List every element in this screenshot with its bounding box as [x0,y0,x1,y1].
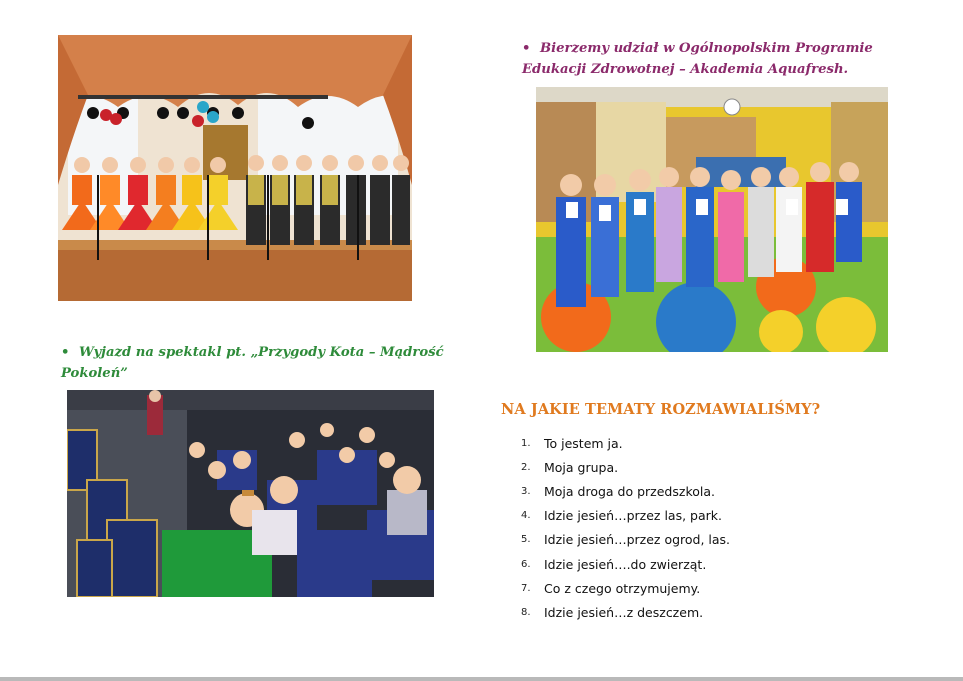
list-item [521,600,730,624]
list-number: 4. [521,510,531,522]
list-item-text: To jestem ja. [544,435,623,451]
list-item-text: Idzie jesień…przez ogrod, las. [544,532,731,548]
stage-performance-photo [58,35,412,301]
classroom-photo [536,87,888,352]
list-number: 7. [521,582,531,594]
list-item [521,528,730,552]
list-number: 3. [521,485,531,497]
list-number: 2. [521,461,531,473]
list-item-text: Idzie jesień….do zwierząt. [544,556,707,572]
list-item-text: Moja droga do przedszkola. [544,483,715,499]
list-item [521,504,730,528]
list-number: 5. [521,534,531,546]
list-item-text: Moja grupa. [544,459,619,475]
list-item-text: Co z czego otrzymujemy. [544,580,701,596]
list-item [521,552,730,576]
bullet-dot: • [522,41,531,56]
bullet-dot: • [61,345,70,360]
list-item-text: Idzie jesień…przez las, park. [544,508,722,524]
topics-list [521,431,730,625]
list-item [521,479,730,503]
list-item [521,431,730,455]
topics-heading: NA JAKIE TEMATY ROZMAWIALIŚMY? [501,401,821,418]
list-item [521,576,730,600]
aquafresh-bullet [522,38,882,80]
theatre-photo [67,390,434,597]
page-bottom-rule [0,677,963,681]
spektakl-bullet-text: Wyjazd na spektakl pt. „Przygody Kota – Mądrość Pokoleń” [61,345,444,381]
spektakl-bullet [61,342,461,384]
list-item-text: Idzie jesień…z deszczem. [544,604,704,620]
list-number: 1. [521,437,531,449]
list-number: 6. [521,558,531,570]
list-item [521,455,730,479]
list-number: 8. [521,606,531,618]
aquafresh-bullet-text: Bierzemy udział w Ogólnopolskim Programie Edukacji Zdrowotnej – Akademia Aquafresh. [522,41,873,77]
